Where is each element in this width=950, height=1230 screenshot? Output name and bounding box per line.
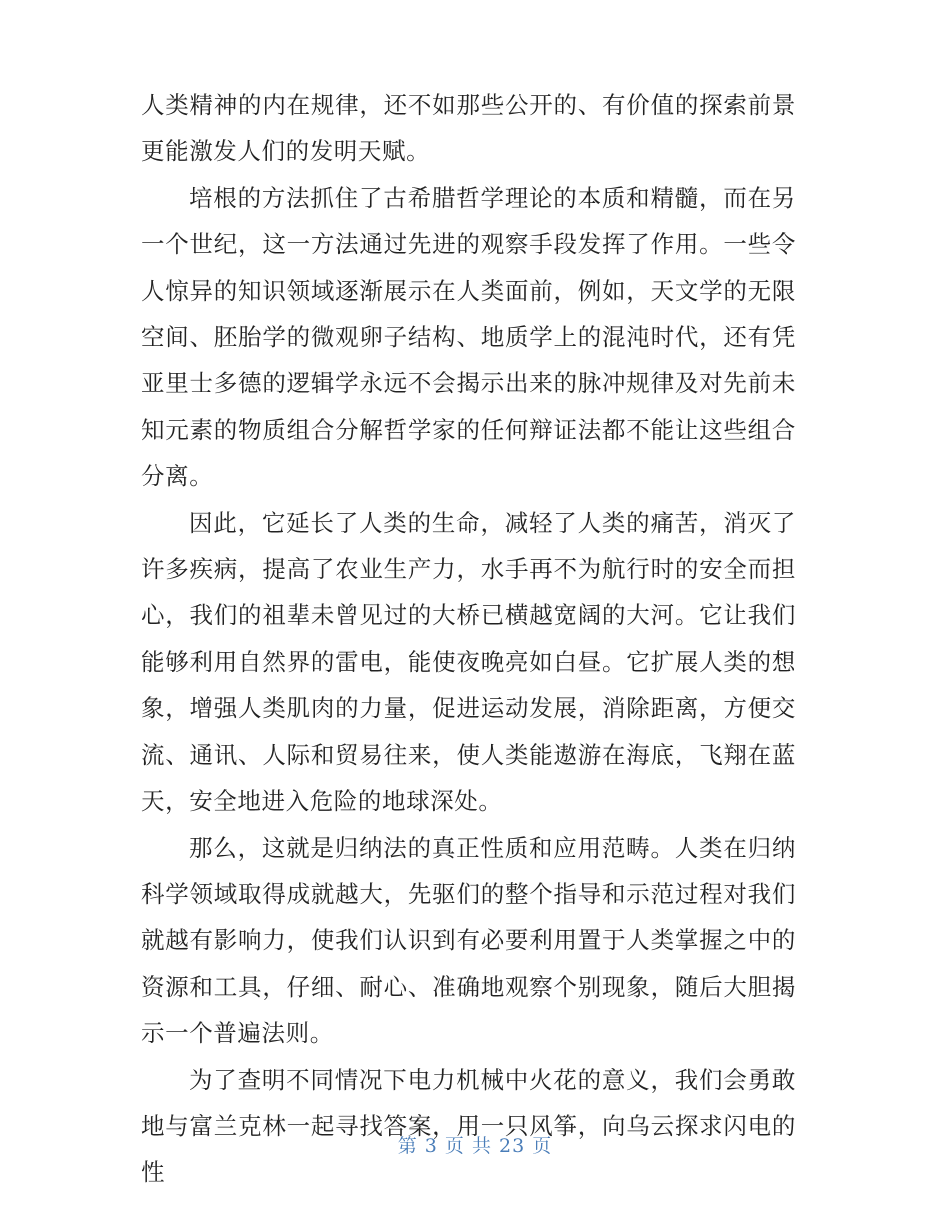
page-footer	[0, 1134, 950, 1158]
footer-prefix: 第	[397, 1135, 418, 1157]
footer-current-page: 3	[424, 1135, 438, 1157]
paragraph-induction: 那么，这就是归纳法的真正性质和应用范畴。人类在归纳科学领域取得成就越大，先驱们的整个指导和示范过程对我们就越有影响力，使我们认识到有必要利用置于人类掌握之中的资源和工具，仔细、耐心、准确地观察个别现象，随后大胆揭示一个普遍法则。	[141, 833, 796, 1048]
footer-total-label: 共	[471, 1135, 492, 1157]
footer-total-pages: 23	[499, 1135, 526, 1157]
footer-suffix: 页	[532, 1135, 553, 1157]
paragraph-franklin: 为了查明不同情况下电力机械中火花的意义，我们会勇敢地与富兰克林一起寻找答案，用一只风筝，向乌云探求闪电的性	[141, 1065, 796, 1187]
paragraph-continuation: 人类精神的内在规律，还不如那些公开的、有价值的探索前景更能激发人们的发明天赋。	[141, 91, 796, 166]
paragraph-benefits: 因此，它延长了人类的生命，减轻了人类的痛苦，消灭了许多疾病，提高了农业生产力，水手再不为航行时的安全而担心，我们的祖辈未曾见过的大桥已横越宽阔的大河。它让我们能够利用自然界的雷电，能使夜晚亮如白昼。它扩展人类的想象，增强人类肌肉的力量，促进运动发展，消除距离，方便交流、通讯、人际和贸易往来，使人类能遨游在海底，飞翔在蓝天，安全地进入危险的地球深处。	[141, 508, 796, 816]
document-body	[141, 82, 796, 1196]
paragraph-bacon-method: 培根的方法抓住了古希腊哲学理论的本质和精髓，而在另一个世纪，这一方法通过先进的观察手段发挥了作用。一些令人惊异的知识领域逐渐展示在人类面前，例如，天文学的无限空间、胚胎学的微观卵子结构、地质学上的混沌时代，还有凭亚里士多德的逻辑学永远不会揭示出来的脉冲规律及对先前未知元素的物质组合分解哲学家的任何辩证法都不能让这些组合分离。	[141, 183, 796, 491]
footer-page-label: 页	[444, 1135, 465, 1157]
